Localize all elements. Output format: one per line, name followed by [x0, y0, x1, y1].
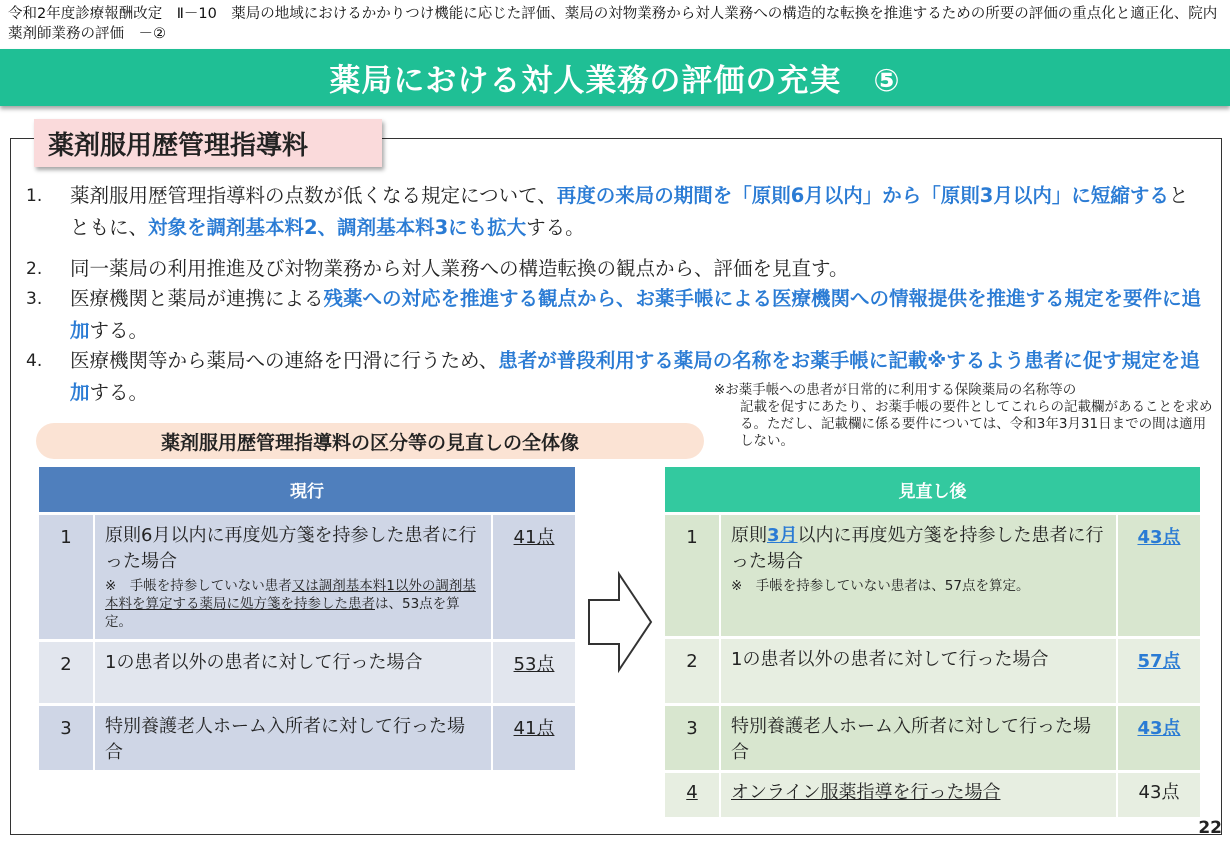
item-body — [70, 283, 1206, 347]
row-number — [665, 773, 721, 817]
row-number-text: 4 — [686, 782, 698, 803]
row-points — [1118, 515, 1200, 636]
list-item-1 — [26, 180, 1206, 244]
row-points — [1118, 706, 1200, 770]
table-row — [665, 515, 1200, 636]
list-item-2 — [26, 253, 1206, 285]
points-value: 57点 — [1137, 651, 1181, 672]
row-description: オンライン服薬指導を行った場合 — [731, 782, 1001, 803]
row-description: 以内に再度処方箋を持参した患者に行った場合 — [731, 525, 1104, 572]
row-points — [493, 706, 575, 770]
table-row — [665, 639, 1200, 703]
item-text: 医療機関等から薬局への連絡を円滑に行うため、 — [70, 349, 499, 372]
row-number: 3 — [665, 706, 721, 770]
item-highlight: 患者が普段利用する薬局の名称をお薬手帳に記載※するよう患者に促す規定を追加 — [70, 349, 1200, 404]
points-value: 41点 — [513, 527, 555, 548]
current-table-header: 現行 — [39, 467, 575, 512]
row-text: 1の患者以外の患者に対して行った場合 — [95, 642, 493, 703]
table-row — [39, 706, 575, 770]
row-highlight: 3月 — [767, 525, 798, 546]
item-number: 1. — [26, 186, 43, 206]
note-underlined: 又は調剤基本料1以外の調剤基本料を算定する薬局に処方箋を持参した患者 — [105, 578, 476, 612]
right-arrow-icon — [585, 570, 655, 674]
row-note — [105, 577, 481, 631]
item-highlight: 対象を調剤基本料2、調剤基本料3にも拡大 — [148, 216, 527, 239]
row-text — [721, 515, 1118, 636]
row-text: 特別養護老人ホーム入所者に対して行った場合 — [721, 706, 1118, 770]
row-points: 43点 — [1138, 782, 1180, 803]
row-text — [95, 515, 493, 639]
item-number: 3. — [26, 289, 43, 309]
item-body — [70, 180, 1206, 244]
overview-title: 薬剤服用歴管理指導料の区分等の見直しの全体像 — [36, 423, 704, 459]
points-value: 41点 — [513, 718, 555, 739]
row-text — [721, 773, 1118, 817]
row-points — [493, 515, 575, 639]
points-value: 43点 — [1137, 527, 1181, 548]
header-text: 令和2年度診療報酬改定 Ⅱ－10 薬局の地域におけるかかりつけ機能に応じた評価、薬局の対物業務から対人業務への構造的な転換を推進するための所要の評価の重点化と適正化、院内薬剤師業務の評価 －② — [8, 6, 1218, 42]
points-value: 53点 — [513, 654, 555, 675]
table-row — [665, 706, 1200, 770]
note-text: は、53点を算定。 — [105, 596, 460, 630]
item-text: 薬剤服用歴管理指導料の点数が低くなる規定について、 — [70, 184, 557, 207]
title-bar — [0, 49, 1230, 106]
item-number: 4. — [26, 351, 43, 371]
section-label: 薬剤服用歴管理指導料 — [34, 119, 382, 167]
item-text: する。 — [526, 216, 585, 239]
item-highlight: 残薬への対応を推進する観点から、お薬手帳による医療機関への情報提供を推進する規定を要件に追加 — [70, 287, 1202, 342]
row-points — [1118, 639, 1200, 703]
item-text: とともに、 — [70, 184, 1189, 239]
item-text: する。 — [89, 319, 149, 342]
item-number: 2. — [26, 259, 43, 279]
item-body — [70, 253, 1206, 285]
item-text: 医療機関と薬局が連携による — [70, 287, 324, 310]
row-number: 1 — [665, 515, 721, 636]
page-number: 22 — [1198, 818, 1222, 838]
row-text: 特別養護老人ホーム入所者に対して行った場合 — [95, 706, 493, 770]
footnote — [714, 382, 1214, 450]
page-title: 薬局における対人業務の評価の充実 ⑤ — [329, 63, 901, 99]
item-text: する。 — [89, 381, 149, 404]
list-item-3 — [26, 283, 1206, 347]
note-text: ※ 手帳を持参していない患者 — [105, 578, 292, 594]
row-note: ※ 手帳を持参していない患者は、57点を算定。 — [731, 578, 1030, 594]
table-row — [39, 642, 575, 703]
footnote-line: 記載を促すにあたり、お薬手帳の要件としてこれらの記載欄があることを求める。ただし、記載欄に係る要件については、令和3年3月31日までの間は適用しない。 — [740, 399, 1213, 449]
footnote-line: ※お薬手帳への患者が日常的に利用する保険薬局の名称等の — [714, 382, 1077, 398]
points-value: 43点 — [1137, 718, 1181, 739]
table-row — [665, 773, 1200, 817]
row-description: 原則6月以内に再度処方箋を持参した患者に行った場合 — [105, 525, 477, 572]
row-points — [493, 642, 575, 703]
item-text: 同一薬局の利用推進及び対物業務から対人業務への構造転換の観点から、評価を見直す。 — [70, 257, 849, 280]
row-number: 2 — [39, 642, 95, 703]
revised-table-header: 見直し後 — [665, 467, 1200, 512]
row-number: 1 — [39, 515, 95, 639]
row-number: 2 — [665, 639, 721, 703]
row-description: 原則 — [731, 525, 767, 546]
table-row — [39, 515, 575, 639]
row-number: 3 — [39, 706, 95, 770]
row-text: 1の患者以外の患者に対して行った場合 — [721, 639, 1118, 703]
item-highlight: 再度の来局の期間を「原則6月以内」から「原則3月以内」に短縮する — [556, 184, 1169, 207]
